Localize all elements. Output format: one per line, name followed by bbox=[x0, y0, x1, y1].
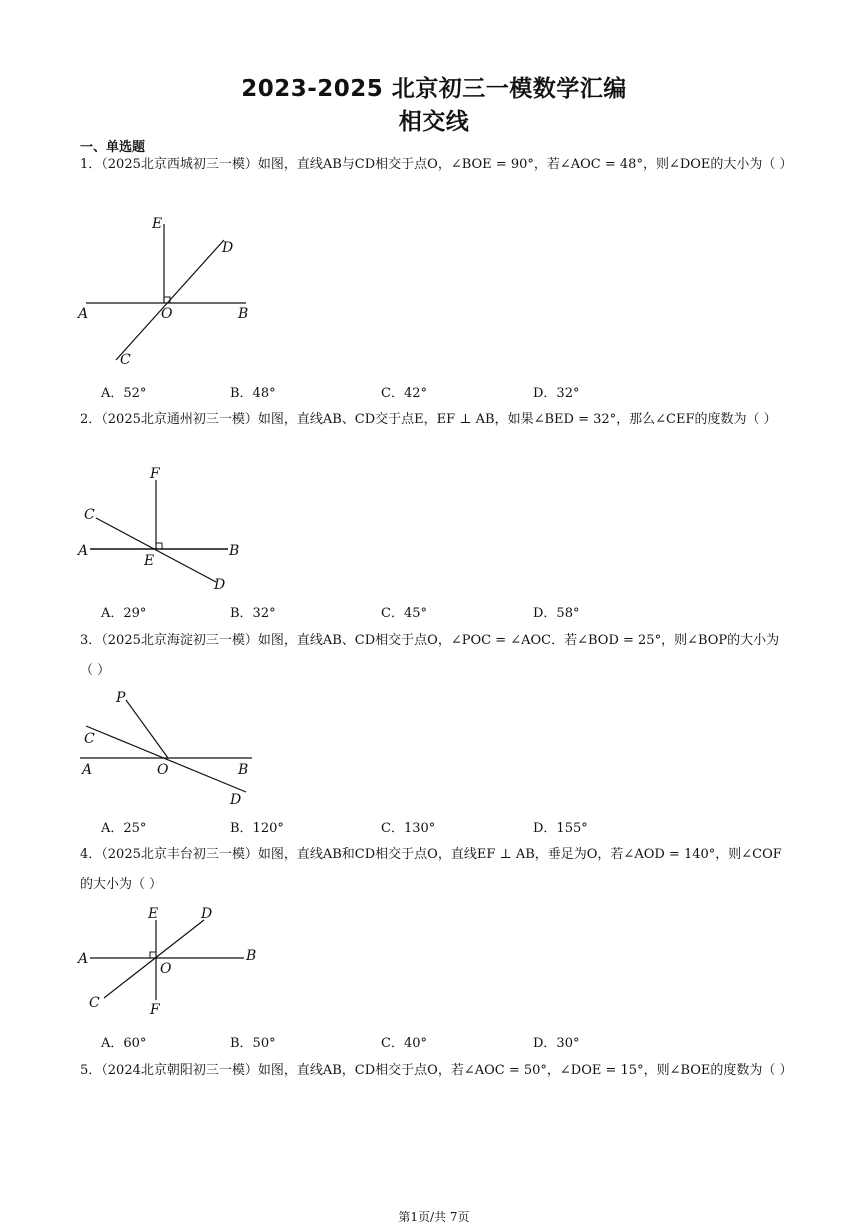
label-b: B bbox=[229, 543, 240, 559]
document-title: 2023-2025 北京初三一模数学汇编 bbox=[241, 76, 627, 102]
page-footer: 第1页/共 7页 bbox=[398, 1210, 470, 1224]
label-a: A bbox=[82, 762, 93, 778]
choice-d[interactable]: D．58° bbox=[533, 606, 580, 621]
question-3-figure bbox=[76, 686, 266, 811]
label-c: C bbox=[120, 352, 131, 368]
label-f: F bbox=[150, 1002, 160, 1018]
choice-b[interactable]: B．32° bbox=[230, 606, 276, 621]
section-heading: 一、单选题 bbox=[80, 140, 146, 155]
choice-b[interactable]: B．48° bbox=[230, 386, 276, 401]
question-4-text: 4．（2025北京丰台初三一模）如图，直线AB和CD相交于点O，直线EF ⊥ AB，垂足为O，若∠AOD = 140°，则∠COF的大小为（ ） bbox=[80, 847, 782, 892]
question-5-text: 5．（2024北京朝阳初三一模）如图，直线AB，CD相交于点O，若∠AOC = 50°，∠DOE = 15°，则∠BOE的度数为（ ） bbox=[80, 1063, 793, 1078]
question-3-choices bbox=[101, 817, 701, 837]
question-4-figure bbox=[76, 900, 276, 1025]
label-p: P bbox=[116, 690, 126, 706]
label-a: A bbox=[78, 951, 89, 967]
label-o: O bbox=[161, 306, 173, 322]
question-1-text: 1．（2025北京西城初三一模）如图，直线AB与CD相交于点O，∠BOE = 90°，若∠AOC = 48°，则∠DOE的大小为（ ） bbox=[80, 157, 793, 172]
label-b: B bbox=[238, 306, 249, 322]
label-a: A bbox=[78, 543, 89, 559]
choice-d[interactable]: D．30° bbox=[533, 1036, 580, 1051]
label-e: E bbox=[144, 553, 155, 569]
document-subtitle: 相交线 bbox=[398, 109, 470, 135]
choice-c[interactable]: C．40° bbox=[381, 1036, 427, 1051]
label-c: C bbox=[84, 731, 95, 747]
choice-c[interactable]: C．45° bbox=[381, 606, 427, 621]
label-d: D bbox=[222, 240, 234, 256]
label-f: F bbox=[150, 466, 160, 482]
choice-a[interactable]: A．60° bbox=[101, 1036, 147, 1051]
label-o: O bbox=[160, 961, 172, 977]
label-c: C bbox=[84, 507, 95, 523]
label-d: D bbox=[214, 577, 226, 593]
question-1-figure bbox=[76, 212, 266, 372]
choice-d[interactable]: D．32° bbox=[533, 386, 580, 401]
choice-a[interactable]: A．52° bbox=[101, 386, 147, 401]
label-e: E bbox=[148, 906, 159, 922]
label-o: O bbox=[157, 762, 169, 778]
choice-c[interactable]: C．42° bbox=[381, 386, 427, 401]
question-1-choices bbox=[101, 382, 701, 402]
question-2-figure bbox=[76, 462, 266, 597]
label-d: D bbox=[201, 906, 213, 922]
label-e: E bbox=[152, 216, 163, 232]
choice-c[interactable]: C．130° bbox=[381, 821, 436, 836]
choice-a[interactable]: A．25° bbox=[101, 821, 147, 836]
label-c: C bbox=[89, 995, 100, 1011]
question-2-choices bbox=[101, 602, 701, 622]
choice-d[interactable]: D．155° bbox=[533, 821, 588, 836]
choice-b[interactable]: B．120° bbox=[230, 821, 284, 836]
label-b: B bbox=[238, 762, 249, 778]
choice-a[interactable]: A．29° bbox=[101, 606, 147, 621]
choice-b[interactable]: B．50° bbox=[230, 1036, 276, 1051]
label-d: D bbox=[230, 792, 242, 808]
label-a: A bbox=[78, 306, 89, 322]
question-2-text: 2．（2025北京通州初三一模）如图，直线AB、CD交于点E，EF ⊥ AB，如果∠BED = 32°，那么∠CEF的度数为（ ） bbox=[80, 412, 777, 427]
question-4-choices bbox=[101, 1032, 701, 1052]
question-3-text: 3．（2025北京海淀初三一模）如图，直线AB、CD相交于点O，∠POC = ∠AOC．若∠BOD = 25°，则∠BOP的大小为（ ） bbox=[80, 633, 780, 678]
label-b: B bbox=[246, 948, 257, 964]
